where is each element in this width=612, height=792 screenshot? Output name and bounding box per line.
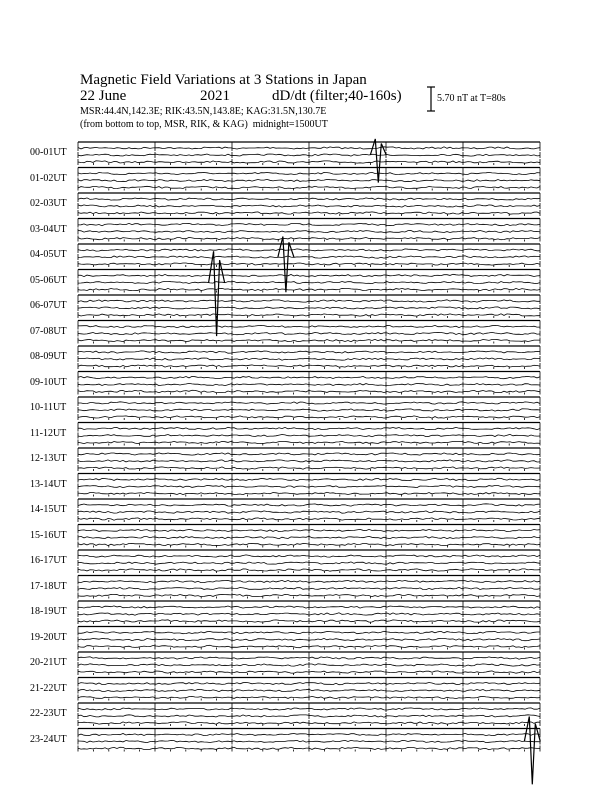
row-label-04-05UT: 04-05UT [30,249,67,260]
row-label-07-08UT: 07-08UT [30,325,67,337]
order-note: (from bottom to top, MSR, RIK, & KAG) [80,119,248,130]
row-label-12-13UT: 12-13UT [30,453,67,464]
event-spike-3 [524,717,540,785]
row-label-21-22UT: 21-22UT [30,682,67,694]
row-label-01-02UT: 01-02UT [30,172,67,184]
row-label-18-19UT: 18-19UT [30,606,67,617]
chart-title: Magnetic Field Variations at 3 Stations in Japan [80,72,367,88]
series-order-note [80,119,328,131]
row-label-10-11UT: 10-11UT [30,402,67,413]
row-label-11-12UT: 11-12UT [30,427,67,439]
year-label: 2021 [200,88,230,104]
row-label-22-23UT: 22-23UT [30,708,67,719]
row-label-00-01UT: 00-01UT [30,147,67,158]
trace-group [78,139,540,784]
row-label-23-24UT: 23-24UT [30,733,67,745]
row-label-17-18UT: 17-18UT [30,580,67,592]
row-label-03-04UT: 03-04UT [30,223,67,235]
row-label-02-03UT: 02-03UT [30,198,67,209]
row-label-13-14UT: 13-14UT [30,478,67,490]
row-label-09-10UT: 09-10UT [30,376,67,388]
midnight-note: midnight=1500UT [252,119,328,130]
date-label: 22 June [80,88,127,104]
station-coordinates: MSR:44.4N,142.3E; RIK:43.5N,143.8E; KAG:31.5N,130.7E [80,106,327,117]
minute-ticks [78,346,540,369]
quantity-label: dD/dt (filter;40-160s) [272,88,402,104]
row-label-05-06UT: 05-06UT [30,274,67,286]
row-label-16-17UT: 16-17UT [30,555,67,566]
row-label-06-07UT: 06-07UT [30,300,67,311]
minute-ticks [78,168,540,191]
scale-bar [427,87,435,111]
row-label-14-15UT: 14-15UT [30,504,67,515]
row-label-20-21UT: 20-21UT [30,657,67,668]
row-label-15-16UT: 15-16UT [30,529,67,541]
scale-label: 5.70 nT at T=80s [437,93,506,104]
row-label-19-20UT: 19-20UT [30,631,67,643]
row-label-08-09UT: 08-09UT [30,351,67,362]
